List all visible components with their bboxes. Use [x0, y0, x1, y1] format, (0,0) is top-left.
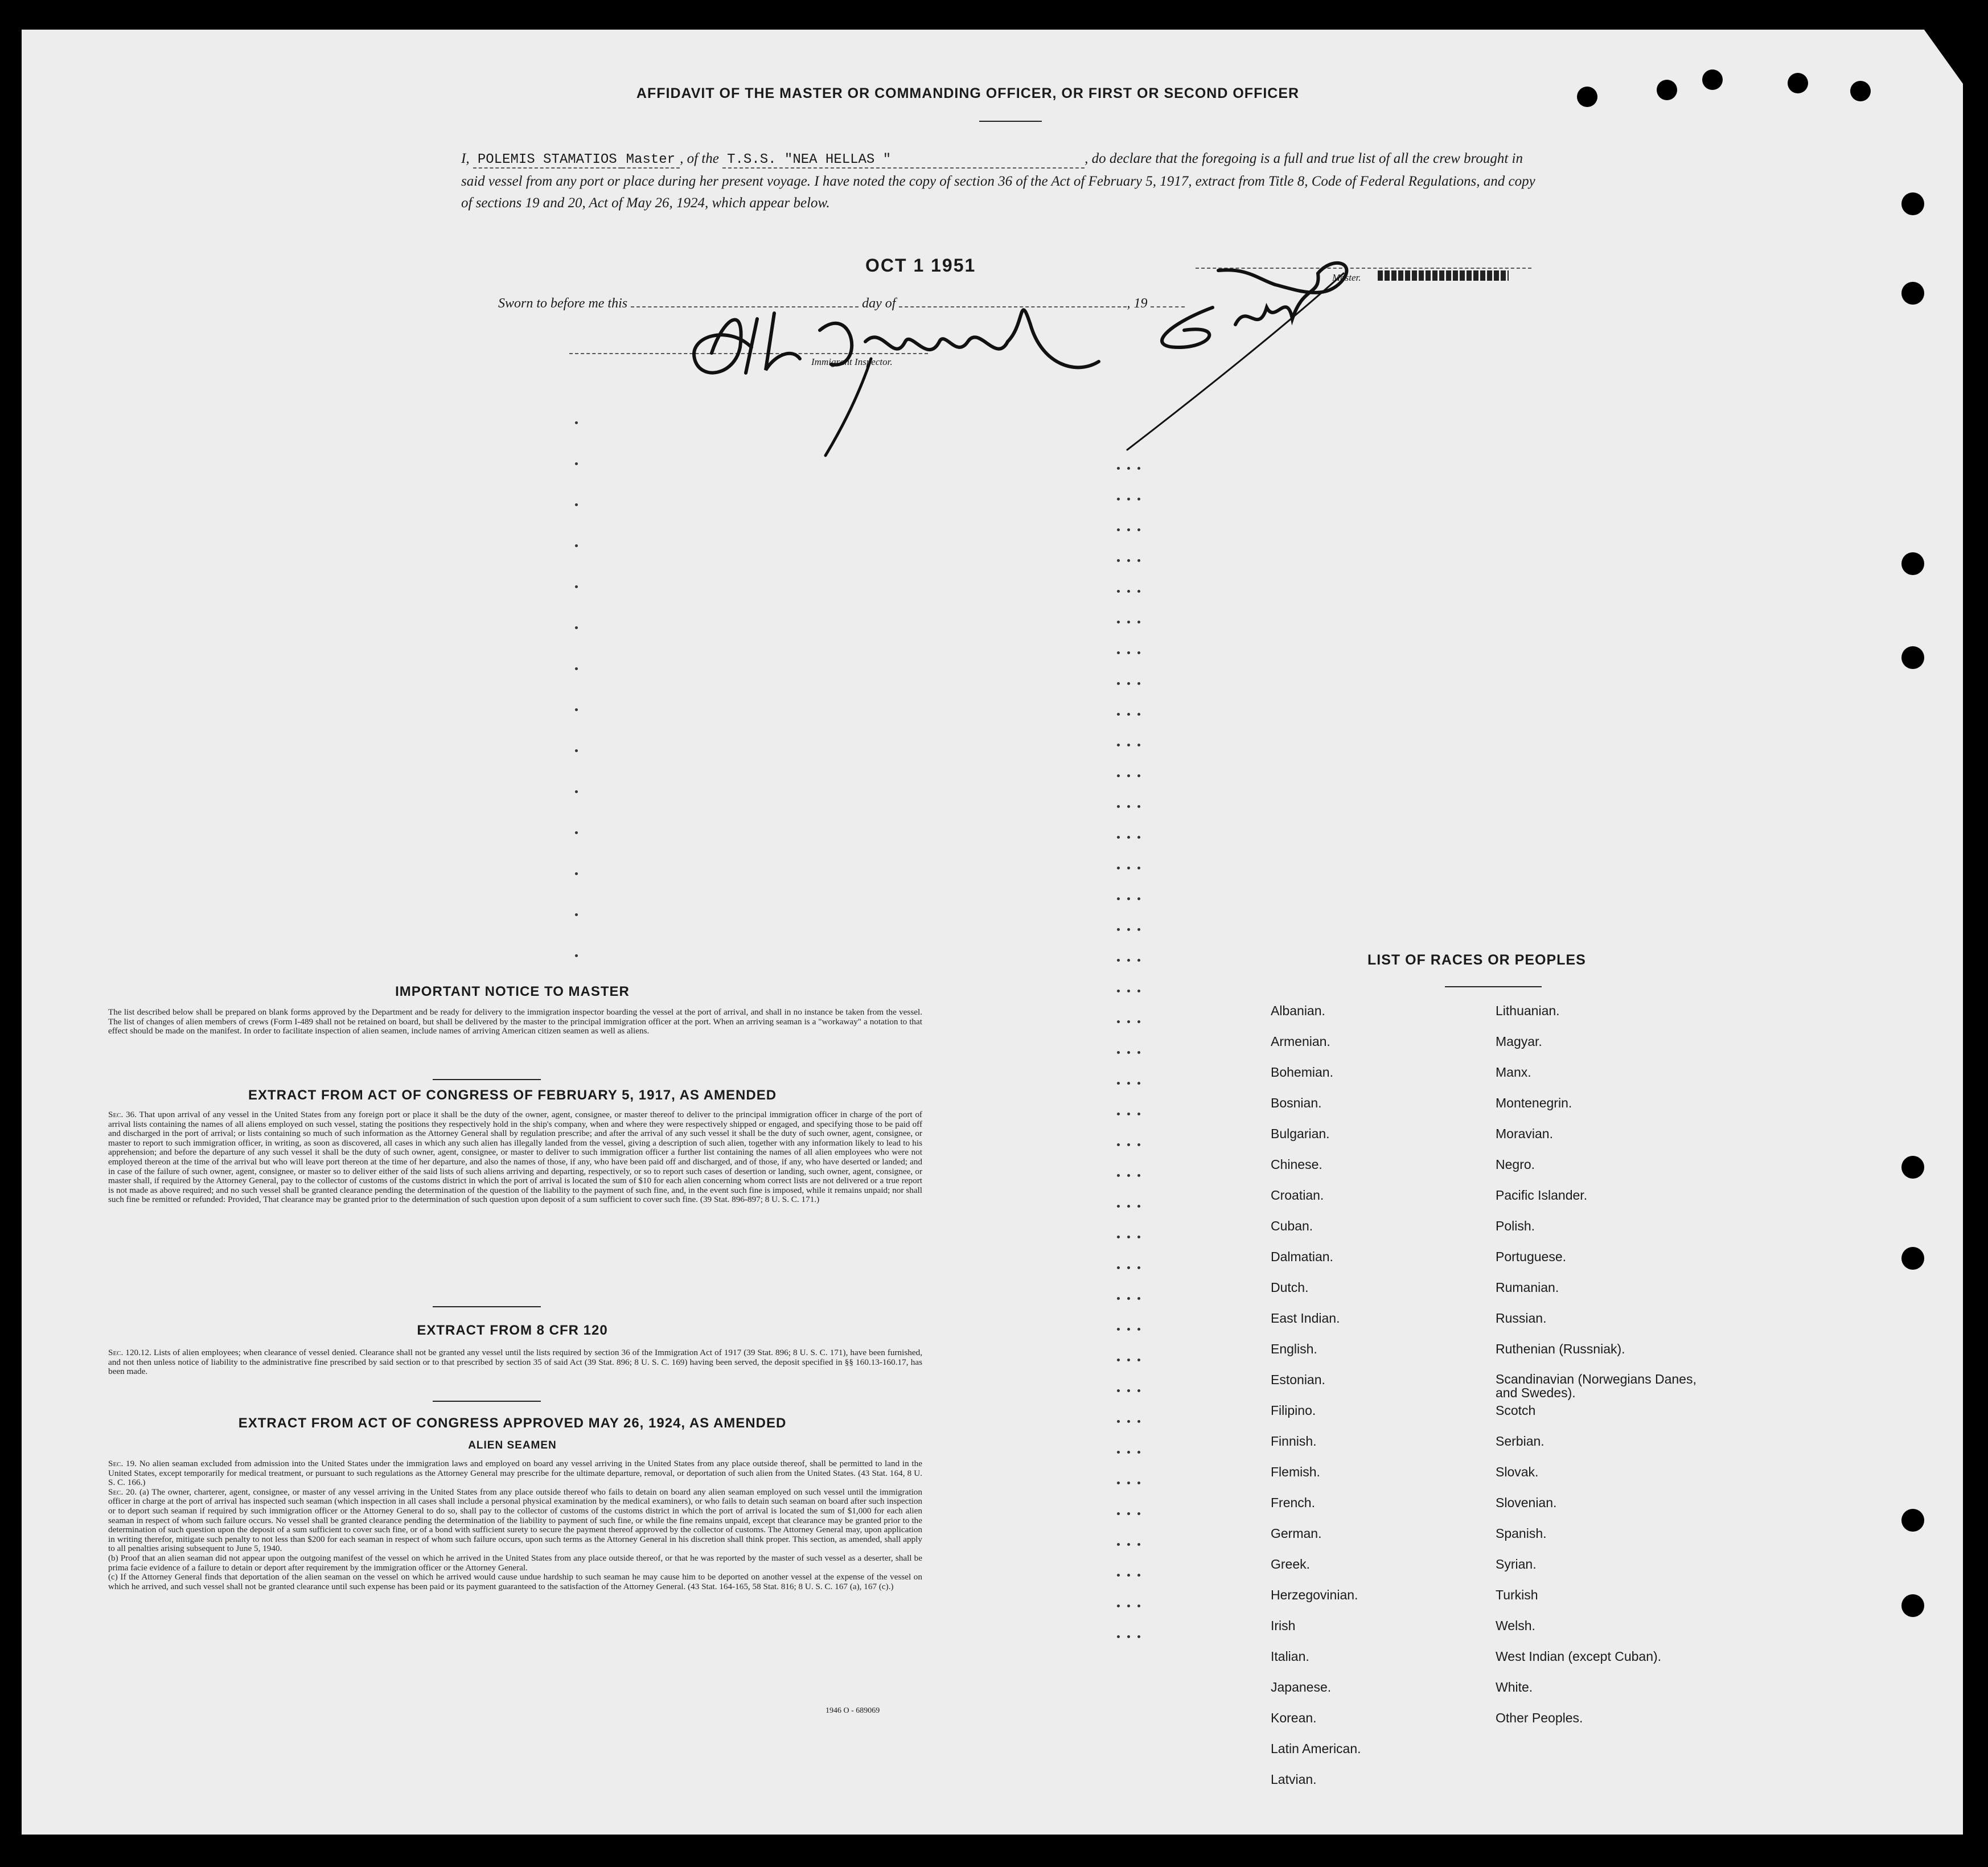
dot-mark: [575, 462, 578, 465]
extract-cfr-text: [108, 1348, 922, 1377]
dot-mark: [1137, 1389, 1140, 1392]
dot-mark: [1137, 1512, 1140, 1515]
race-item: Magyar.: [1496, 1034, 1542, 1049]
dot-mark: [1117, 467, 1120, 470]
dot-mark: [1137, 1082, 1140, 1085]
race-item: Finnish.: [1271, 1434, 1317, 1449]
dot-mark: [1137, 621, 1140, 623]
dot-mark: [575, 708, 578, 711]
dot-mark: [1137, 467, 1140, 470]
punch-hole: [1901, 1509, 1924, 1532]
dot-mark: [1127, 774, 1130, 777]
sec-120-body: Lists of alien employees; when clearance of vessel denied. Clearance shall not be granted any vessel until the lists required by section 36 of the Immigration Act of 1917 (39 Stat. 896; 8 U. S. C. 171), have been furnished, and not then unless notice of liability to the administrative fine prescribed by said section or to that prescribed by section 35 of said Act (39 Stat. 896; 8 U. S. C. 169) having been served, the deposit specified in §§ 160.13-160.17, has been made.: [108, 1348, 922, 1377]
race-item: Italian.: [1271, 1649, 1309, 1664]
master-name: POLEMIS STAMATIOS: [473, 152, 622, 169]
dot-mark: [1117, 744, 1120, 746]
race-item: Serbian.: [1496, 1434, 1545, 1449]
race-item: Chinese.: [1271, 1157, 1322, 1172]
dot-mark: [1127, 1051, 1130, 1054]
race-item: Bosnian.: [1271, 1095, 1322, 1110]
dot-mark: [1127, 1389, 1130, 1392]
divider: [433, 1079, 541, 1080]
sec-19-label: Sec. 19.: [108, 1459, 137, 1468]
dot-mark: [1127, 1205, 1130, 1208]
race-item: West Indian (except Cuban).: [1496, 1649, 1662, 1664]
race-item: Irish: [1271, 1618, 1296, 1633]
dot-mark: [1117, 1389, 1120, 1392]
race-item: Estonian.: [1271, 1372, 1325, 1387]
dot-mark: [1127, 897, 1130, 900]
dot-mark: [575, 544, 578, 547]
title-divider: [979, 121, 1042, 122]
race-item: Greek.: [1271, 1557, 1311, 1571]
dot-mark: [1117, 1020, 1120, 1023]
dot-mark: [1127, 590, 1130, 593]
extract-1924-title: EXTRACT FROM ACT OF CONGRESS APPROVED MAY 26, 1924, AS AMENDED: [238, 1415, 787, 1431]
dot-mark: [1137, 713, 1140, 716]
notice-text: The list described below shall be prepared on blank forms approved by the Department and be ready for delivery to the immigration inspector boarding the vessel at the port of arrival, and shall in no instance be taken from the vessel. The list of changes of alien members of crews (Form I-489 shall not be retained on board, but shall be delivered by the master to the principal immigration officer at the port. When an arriving seaman is a "workaway" a notation to that effect should be made on the manifest. In order to facilitate inspection of alien seamen, include names of arriving American citizen seamen as well as aliens.: [108, 1007, 922, 1036]
race-item: Lithuanian.: [1496, 1003, 1560, 1018]
dot-mark: [1117, 682, 1120, 685]
dot-mark: [1127, 1297, 1130, 1300]
dot-mark: [1117, 1605, 1120, 1607]
sec-120-label: Sec. 120.12.: [108, 1348, 151, 1357]
divider: [433, 1401, 541, 1402]
dot-mark: [1137, 1328, 1140, 1331]
dot-mark: [1117, 1482, 1120, 1484]
master-label: Master.: [1332, 272, 1361, 283]
race-item: Scandinavian (Norwegians Danes, and Swedes).: [1496, 1372, 1697, 1400]
dot-mark: [1117, 1113, 1120, 1115]
dot-mark: [1137, 1297, 1140, 1300]
race-item: Syrian.: [1496, 1557, 1537, 1571]
dot-mark: [1117, 590, 1120, 593]
race-item: Pacific Islander.: [1496, 1188, 1588, 1203]
inspector-label: Immigrant Inspector.: [811, 356, 893, 367]
dot-mark: [1127, 1143, 1130, 1146]
dot-mark: [1137, 744, 1140, 746]
dot-mark: [1127, 1605, 1130, 1607]
extract-1917-title: EXTRACT FROM ACT OF CONGRESS OF FEBRUARY 5, 1917, AS AMENDED: [248, 1088, 777, 1103]
dot-mark: [575, 872, 578, 875]
dot-mark: [1117, 621, 1120, 623]
dot-mark: [1117, 498, 1120, 500]
race-item: Bohemian.: [1271, 1065, 1333, 1080]
dot-mark: [1137, 959, 1140, 962]
dot-mark: [1137, 498, 1140, 500]
declaration-prefix: I,: [461, 151, 470, 166]
dot-mark: [575, 831, 578, 834]
race-item: Filipino.: [1271, 1403, 1316, 1418]
race-item: Montenegrin.: [1496, 1095, 1572, 1110]
dot-mark: [1117, 1174, 1120, 1177]
dot-mark: [1137, 897, 1140, 900]
master-rank: Master: [622, 152, 680, 169]
of-the-label: , of the: [680, 151, 719, 166]
dot-mark: [1127, 805, 1130, 808]
dot-mark: [575, 954, 578, 957]
dot-mark: [575, 626, 578, 629]
dot-mark: [1127, 713, 1130, 716]
race-item: Turkish: [1496, 1587, 1538, 1602]
sec-36-body: That upon arrival of any vessel in the United States from any foreign port or place it shall be the duty of the owner, agent, consignee, or master thereof to deliver to the principal immigration officer in charge of the port of arrival lists containing the names of all aliens employed on such vessel, stating the positions they respectively hold in the ship's company, when and where they were respectively shipped or engaged, and specifying those to be paid off and discharged in the port of arrival; or lists containing so much of such information as the Attorney General shall by regulation prescribe; and after the arrival of any such vessel it shall be the duty of such owner, agent, consignee, or master to report to such immigration officer, in writing, as soon as discovered, all cases in which any such alien has illegally landed from the vessel, giving a description of such alien, together with any information likely to lead to his apprehension; and before the departure of any such vessel it shall be the duty of such owner, agent, consignee, or master to deliver to such immigration officer a further list containing the names of all alien employees who were not employed thereon at the time of the arrival but who will leave port thereon at the time of her departure, and also the names of those, if any, who have been paid off and discharged, and of those, if any, who have deserted or landed; and in case of the failure of such owner, agent, consignee, or master so to deliver either of the said lists of such aliens arriving and departing, respectively, or so to report such cases of desertion or landing, such owner, agent, consignee, or master shall, if required by the Attorney General, pay to the collector of customs of the customs district in which the port of arrival is located the sum of $10 for each alien concerning whom correct lists are not delivered or a true report is not made as above required; and no such vessel shall be granted clearance pending the determination of the question of the liability to the payment of such fine, and, in the event such fine is imposed, while it remains unpaid; nor shall such fine be remitted or refunded: Provided, That clearance may be granted prior to the determination of such question upon deposit of a sum sufficient to cover such fine. (39 Stat. 896-897; 8 U. S. C. 171.): [108, 1110, 922, 1205]
dot-mark: [1137, 990, 1140, 992]
dot-mark: [1137, 1143, 1140, 1146]
dot-mark: [1117, 897, 1120, 900]
dot-mark: [1127, 1113, 1130, 1115]
dot-mark: [1127, 1543, 1130, 1546]
dot-mark: [1117, 1051, 1120, 1054]
dot-mark: [1117, 805, 1120, 808]
dot-mark: [575, 667, 578, 670]
race-item: German.: [1271, 1526, 1322, 1541]
punch-hole: [1850, 81, 1871, 101]
dot-mark: [1127, 836, 1130, 839]
dot-mark: [1117, 1420, 1120, 1423]
dot-mark: [1117, 959, 1120, 962]
race-item: Rumanian.: [1496, 1280, 1559, 1295]
punch-hole: [1901, 192, 1924, 215]
notice-title: IMPORTANT NOTICE TO MASTER: [395, 984, 630, 999]
dot-mark: [1137, 1020, 1140, 1023]
dot-mark: [1137, 836, 1140, 839]
races-title: LIST OF RACES OR PEOPLES: [1367, 952, 1586, 968]
race-item: Scotch: [1496, 1403, 1536, 1418]
dot-mark: [1127, 682, 1130, 685]
do-declare-label: , do declare: [1085, 151, 1152, 166]
dot-mark: [1117, 774, 1120, 777]
dot-mark: [575, 421, 578, 424]
dot-mark: [1127, 498, 1130, 500]
dot-mark: [1137, 651, 1140, 654]
extract-1917-text: [108, 1110, 922, 1205]
dot-mark: [1127, 1328, 1130, 1331]
race-item: Moravian.: [1496, 1126, 1553, 1141]
race-item: Manx.: [1496, 1065, 1531, 1080]
dot-mark: [1127, 744, 1130, 746]
race-item: Polish.: [1496, 1218, 1535, 1233]
race-item: East Indian.: [1271, 1311, 1340, 1326]
dot-mark: [1127, 1482, 1130, 1484]
dot-mark: [1127, 651, 1130, 654]
dot-mark: [1127, 928, 1130, 931]
race-item: Welsh.: [1496, 1618, 1535, 1633]
punch-hole: [1788, 73, 1808, 93]
sworn-day-of: day of: [862, 296, 896, 311]
extract-1924-text: [108, 1459, 922, 1591]
dot-mark: [1137, 1574, 1140, 1577]
dot-mark: [1127, 1451, 1130, 1454]
affidavit-title: AFFIDAVIT OF THE MASTER OR COMMANDING OFFICER, OR FIRST OR SECOND OFFICER: [636, 85, 1300, 101]
dot-mark: [1127, 990, 1130, 992]
dot-mark: [1137, 805, 1140, 808]
race-item: Croatian.: [1271, 1188, 1324, 1203]
race-item: Spanish.: [1496, 1526, 1547, 1541]
sworn-year-prefix: , 19: [1127, 296, 1148, 311]
punch-hole: [1657, 80, 1677, 100]
dot-mark: [1137, 1236, 1140, 1238]
dot-mark: [1127, 959, 1130, 962]
race-item: Slovenian.: [1496, 1495, 1557, 1510]
race-item: Other Peoples.: [1496, 1710, 1583, 1725]
declaration-paragraph: [461, 148, 1543, 214]
print-number: 1946 O - 689069: [825, 1706, 880, 1715]
dot-mark: [1117, 836, 1120, 839]
dot-mark: [1117, 559, 1120, 562]
races-divider: [1445, 986, 1542, 987]
race-item: Albanian.: [1271, 1003, 1325, 1018]
dot-mark: [1127, 528, 1130, 531]
punch-hole: [1901, 1594, 1924, 1617]
race-item: Korean.: [1271, 1710, 1317, 1725]
dot-mark: [1127, 1635, 1130, 1638]
race-item: English.: [1271, 1341, 1317, 1356]
race-item: Armenian.: [1271, 1034, 1330, 1049]
dot-mark: [575, 503, 578, 506]
dot-mark: [1137, 1205, 1140, 1208]
race-item: Bulgarian.: [1271, 1126, 1330, 1141]
dot-mark: [1117, 1359, 1120, 1361]
dot-mark: [1117, 1574, 1120, 1577]
dot-mark: [1117, 1297, 1120, 1300]
dot-mark: [1137, 1266, 1140, 1269]
dot-mark: [1127, 467, 1130, 470]
sec-20c-body: (c) If the Attorney General finds that deportation of the alien seaman on the vessel on which he arrived would cause undue hardship to such seaman he may cause him to be deported on another vessel at the expense of the vessel on which he arrived, and such vessel shall not be granted clearance until such expense has been paid or its payment guaranteed to the satisfaction of the Attorney General. (43 Stat. 164-165, 58 Stat. 816; 8 U. S. C. 167 (a), 167 (c).): [108, 1572, 922, 1591]
race-item: Herzegovinian.: [1271, 1587, 1358, 1602]
race-item: Dalmatian.: [1271, 1249, 1333, 1264]
dot-mark: [1117, 1082, 1120, 1085]
dot-mark: [575, 749, 578, 752]
dot-mark: [1127, 1020, 1130, 1023]
punch-hole: [1901, 1156, 1924, 1179]
date-stamp: OCT 1 1951: [865, 255, 976, 276]
race-item: Slovak.: [1496, 1464, 1539, 1479]
race-item: Ruthenian (Russniak).: [1496, 1341, 1625, 1356]
vessel-name: T.S.S. "NEA HELLAS ": [722, 152, 1085, 169]
extract-cfr-title: EXTRACT FROM 8 CFR 120: [417, 1323, 608, 1338]
race-item: Dutch.: [1271, 1280, 1309, 1295]
dot-mark: [575, 790, 578, 793]
race-item: White.: [1496, 1680, 1533, 1694]
dot-mark: [1137, 1420, 1140, 1423]
dot-mark: [1127, 1512, 1130, 1515]
dot-mark: [1137, 1635, 1140, 1638]
race-item: Flemish.: [1271, 1464, 1320, 1479]
dot-mark: [575, 913, 578, 916]
dot-mark: [1137, 682, 1140, 685]
dot-mark: [1117, 867, 1120, 869]
dot-mark: [1127, 1236, 1130, 1238]
dot-mark: [1117, 528, 1120, 531]
divider: [433, 1306, 541, 1307]
dot-mark: [1127, 1266, 1130, 1269]
punch-hole: [1702, 69, 1723, 90]
dot-mark: [1137, 1451, 1140, 1454]
punch-hole: [1901, 646, 1924, 669]
dot-mark: [1117, 1266, 1120, 1269]
dot-mark: [1137, 1359, 1140, 1361]
dot-mark: [1117, 1143, 1120, 1146]
punch-hole: [1577, 87, 1597, 107]
race-item: Latin American.: [1271, 1741, 1361, 1756]
race-item: Portuguese.: [1496, 1249, 1567, 1264]
punch-hole: [1901, 282, 1924, 305]
dot-mark: [1127, 1174, 1130, 1177]
dot-mark: [1137, 1543, 1140, 1546]
dot-mark: [1127, 1420, 1130, 1423]
dot-mark: [1137, 1051, 1140, 1054]
sec-19-body: No alien seaman excluded from admission into the United States under the immigration laws and employed on board any vessel arriving in the United States from any place outside thereof, shall be permitted to land in the United States, except temporarily for medical treatment, or pursuant to such regulations as the Attorney General may prescribe for the ultimate departure, removal, or deportation of such alien from the United States. (43 Stat. 164, 8 U. S. C. 166.): [108, 1459, 922, 1488]
dot-mark: [1137, 590, 1140, 593]
dot-mark: [1117, 1512, 1120, 1515]
declaration-body: that the foregoing is a full and true list of all the crew brought in said vessel from any port or place during her present voyage. I have noted the copy of section 36 of the Act of February 5, 1917, extract from Title 8, Code of Federal Regulations, and copy of sections 19 and 20, Act of May 26, 1924, which appear below.: [461, 151, 1535, 211]
dot-mark: [1137, 1113, 1140, 1115]
dot-mark: [1127, 1574, 1130, 1577]
dot-mark: [1117, 1543, 1120, 1546]
master-signature: [1116, 239, 1514, 467]
dot-mark: [1117, 1328, 1120, 1331]
dot-mark: [1137, 867, 1140, 869]
race-item: Negro.: [1496, 1157, 1535, 1172]
alien-seamen-subtitle: ALIEN SEAMEN: [468, 1439, 557, 1451]
race-item: Russian.: [1496, 1311, 1547, 1326]
race-item: Latvian.: [1271, 1772, 1317, 1787]
dot-mark: [1127, 559, 1130, 562]
inspector-signature: [677, 256, 1133, 484]
dot-mark: [575, 585, 578, 588]
dot-mark: [1117, 1236, 1120, 1238]
dot-mark: [1117, 1635, 1120, 1638]
dot-mark: [1127, 621, 1130, 623]
race-item: Cuban.: [1271, 1218, 1313, 1233]
dot-mark: [1127, 1082, 1130, 1085]
dot-mark: [1127, 1359, 1130, 1361]
dot-mark: [1137, 1174, 1140, 1177]
dot-mark: [1117, 651, 1120, 654]
dot-mark: [1117, 990, 1120, 992]
punch-hole: [1901, 1247, 1924, 1270]
dot-mark: [1117, 1205, 1120, 1208]
dot-mark: [1117, 928, 1120, 931]
dot-mark: [1117, 713, 1120, 716]
dot-mark: [1137, 928, 1140, 931]
punch-hole: [1901, 552, 1924, 575]
sec-20-label: Sec. 20.: [108, 1487, 137, 1497]
dot-mark: [1137, 528, 1140, 531]
sec-36-label: Sec. 36.: [108, 1110, 137, 1119]
dot-mark: [1137, 1482, 1140, 1484]
dot-mark: [1137, 1605, 1140, 1607]
dot-mark: [1137, 559, 1140, 562]
sworn-prefix: Sworn to before me this: [498, 296, 628, 311]
dot-mark: [1117, 1451, 1120, 1454]
dot-mark: [1137, 774, 1140, 777]
sec-20b-body: (b) Proof that an alien seaman did not appear upon the outgoing manifest of the vessel on which he arrived in the United States from any place outside thereof, or that he was reported by the master of such vessel as a deserter, shall be prima facie evidence of a failure to detain or deport after requirement by the immigration officer or the Attorney General.: [108, 1553, 922, 1573]
race-item: Japanese.: [1271, 1680, 1332, 1694]
race-item: French.: [1271, 1495, 1315, 1510]
sec-20a-body: (a) The owner, charterer, agent, consignee, or master of any vessel arriving in the United States from any place outside thereof who fails to detain on board any alien seaman employed on such vessel until the immigration officer in charge at the port of arrival has inspected such seaman (which inspection in all cases shall include a personal physical examination by the medical examiners), or who fails to detain such seaman on board after such inspection or to deport such seaman if required by such immigration officer or the Attorney General to do so, shall pay to the collector of customs of the customs district in which the port of arrival is located the sum of $1,000 for each alien seaman in respect of whom such failure occurs. No vessel shall be granted clearance pending the determination of the liability to payment of such fine, or while the fine remains unpaid, except that clearance may be granted prior to the determination of such question upon the deposit of a sum sufficient to cover such fine, or of a bond with sufficient surety to secure the payment thereof approved by the collector of customs. The Attorney General may, upon application in writing therefor, mitigate such penalty to not less than $200 for each seaman in respect of whom such failure occurs, upon such terms as the Attorney General in his discretion shall think proper. This section, as amended, shall apply to all penalties arising subsequent to June 5, 1940.: [108, 1487, 922, 1554]
dot-mark: [1127, 867, 1130, 869]
